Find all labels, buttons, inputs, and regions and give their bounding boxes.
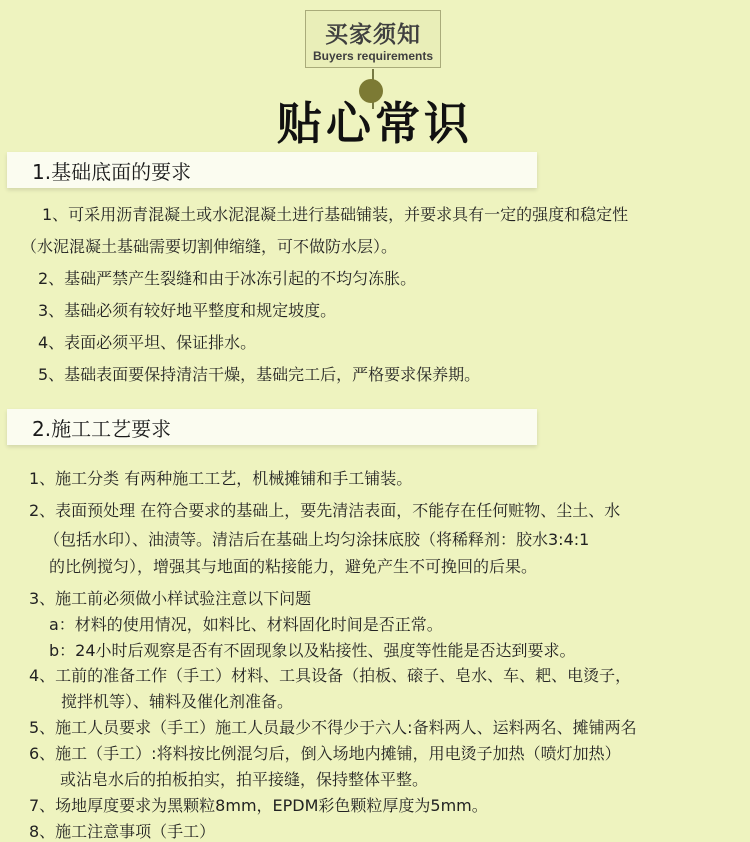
construction-line-1: 1、施工分类 有两种施工工艺，机械摊铺和手工铺装。 — [29, 469, 413, 488]
foundation-line-5: 4、表面必须平坦、保证排水。 — [38, 333, 257, 352]
construction-line-12: 或沾皂水后的拍板拍实，拍平接缝，保持整体平整。 — [60, 770, 429, 789]
page-title: 贴心常识 — [276, 97, 473, 150]
construction-line-2: 2、表面预处理 在符合要求的基础上，要先清洁表面，不能存在任何赃物、尘土、水 — [29, 501, 621, 520]
foundation-line-4: 3、基础必须有较好地平整度和规定坡度。 — [38, 301, 337, 320]
foundation-line-1: 1、可采用沥青混凝土或水泥混凝土进行基础铺装，并要求具有一定的强度和稳定性 — [42, 205, 629, 224]
badge-english-label: Buyers requirements — [312, 49, 434, 63]
construction-line-11: 6、施工（手工）:将料按比例混匀后，倒入场地内摊铺，用电烫子加热（喷灯加热） — [29, 744, 621, 763]
construction-line-14: 8、施工注意事项（手工） — [29, 822, 216, 841]
construction-line-10: 5、施工人员要求（手工）施工人员最少不得少于六人:备料两人、运料两名、摊铺两名 — [29, 718, 637, 737]
construction-line-4: 的比例搅匀），增强其与地面的粘接能力，避免产生不可挽回的后果。 — [49, 557, 538, 576]
buyers-requirements-badge — [305, 10, 441, 68]
construction-line-9: 搅拌机等）、辅料及催化剂准备。 — [61, 692, 294, 711]
construction-line-13: 7、场地厚度要求为黑颗粒8mm，EPDM彩色颗粒厚度为5mm。 — [29, 796, 488, 815]
section-header-foundation: 1.基础底面的要求 — [7, 152, 537, 188]
construction-line-5: 3、施工前必须做小样试验注意以下问题 — [29, 589, 312, 608]
construction-line-7: b：24小时后观察是否有不固现象以及粘接性、强度等性能是否达到要求。 — [49, 641, 576, 660]
section-header-construction: 2.施工工艺要求 — [7, 409, 537, 445]
badge-chinese-label: 买家须知 — [325, 22, 421, 48]
construction-line-3: （包括水印）、油渍等。清洁后在基础上均匀涂抹底胶（将稀释剂：胶水3:4:1 — [44, 530, 590, 549]
foundation-line-6: 5、基础表面要保持清洁干燥，基础完工后，严格要求保养期。 — [38, 365, 481, 384]
construction-line-8: 4、工前的准备工作（手工）材料、工具设备（拍板、磙子、皂水、车、耙、电烫子， — [29, 666, 632, 685]
foundation-line-2: （水泥混凝土基础需要切割伸缩缝，可不做防水层）。 — [21, 237, 398, 256]
foundation-line-3: 2、基础严禁产生裂缝和由于冰冻引起的不均匀冻胀。 — [38, 269, 417, 288]
construction-line-6: a：材料的使用情况，如料比、材料固化时间是否正常。 — [49, 615, 443, 634]
